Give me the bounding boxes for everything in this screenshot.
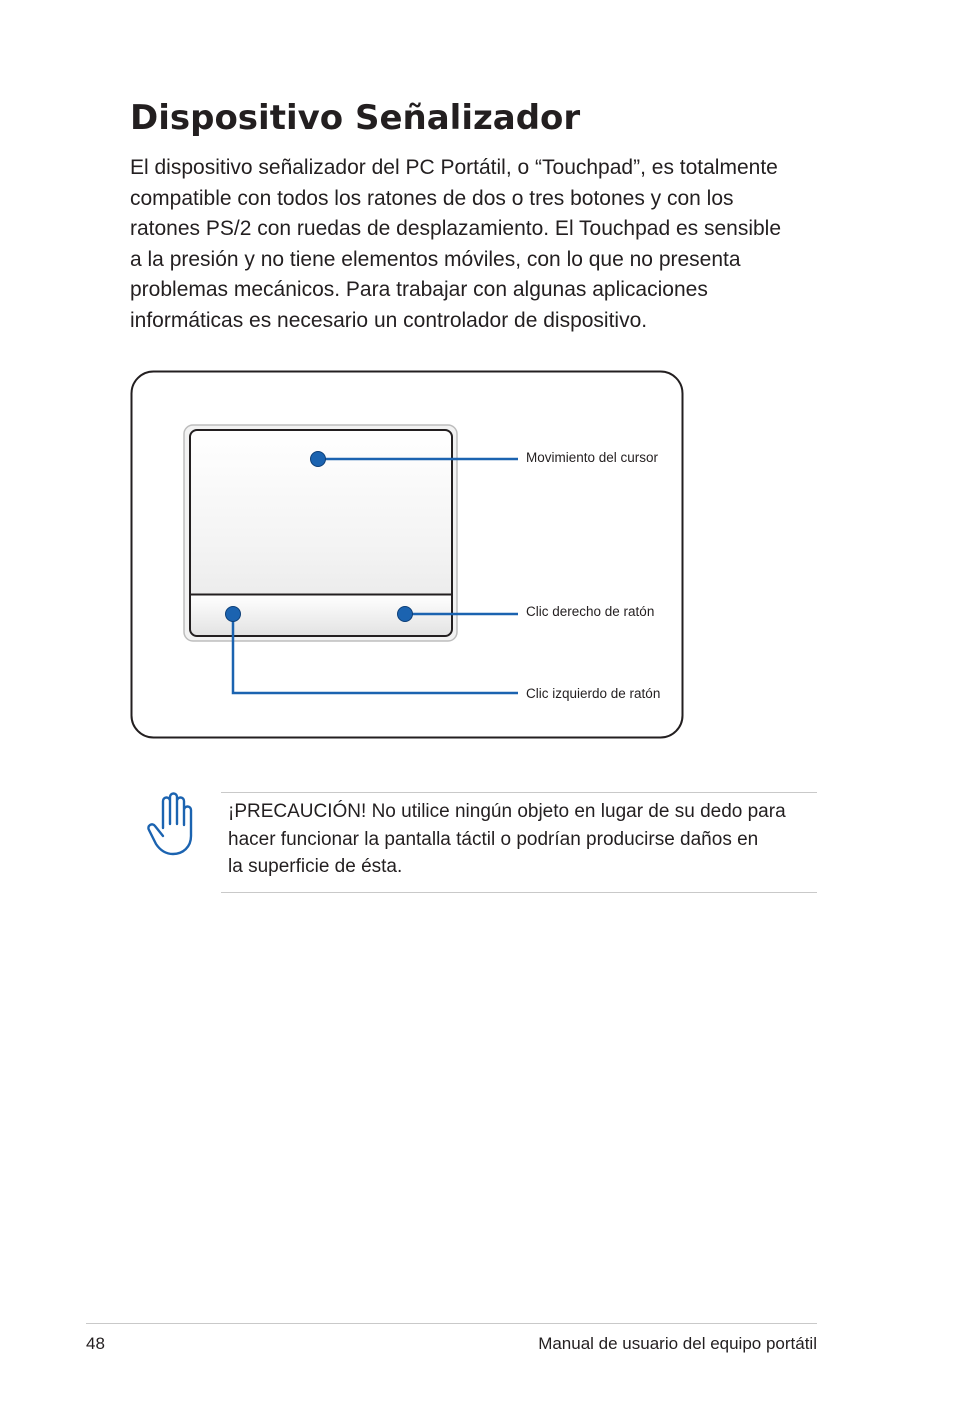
right-click-point	[398, 607, 413, 622]
intro-line: compatible con todos los ratones de dos o tres botones y con los	[130, 186, 734, 210]
intro-line: informáticas es necesario un controlador de dispositivo.	[130, 308, 648, 332]
manual-title: Manual de usuario del equipo portátil	[538, 1334, 817, 1353]
cursor-callout-label: Movimiento del cursor	[526, 450, 659, 465]
intro-line: a la presión y no tiene elementos móviles, con lo que no presenta	[130, 247, 741, 271]
caution-bottom-rule	[221, 892, 817, 893]
caution-line: la superficie de ésta.	[228, 856, 403, 877]
right-click-callout-label: Clic derecho de ratón	[526, 604, 655, 619]
left-click-callout-label: Clic izquierdo de ratón	[526, 686, 661, 701]
intro-line: problemas mecánicos. Para trabajar con algunas aplicaciones	[130, 278, 708, 301]
touchpad-illustration	[130, 370, 684, 739]
intro-line: El dispositivo señalizador del PC Portátil, o “Touchpad”, es totalmente	[130, 156, 778, 179]
caution-line: ¡PRECAUCIÓN! No utilice ningún objeto en lugar de su dedo para	[228, 801, 786, 822]
touchpad-diagram	[130, 370, 684, 739]
caution-top-rule	[221, 792, 817, 793]
page-title: Dispositivo Señalizador	[130, 98, 581, 138]
page-number: 48	[86, 1334, 105, 1353]
caution-text	[228, 798, 818, 881]
footer-rule	[86, 1323, 817, 1324]
caution-line: hacer funcionar la pantalla táctil o podrían producirse daños en	[228, 828, 759, 850]
raised-hand-icon	[146, 792, 194, 858]
left-click-point	[226, 607, 241, 622]
intro-paragraph	[130, 153, 830, 336]
cursor-point	[311, 452, 326, 467]
intro-line: ratones PS/2 con ruedas de desplazamiento. El Touchpad es sensible	[130, 217, 782, 240]
